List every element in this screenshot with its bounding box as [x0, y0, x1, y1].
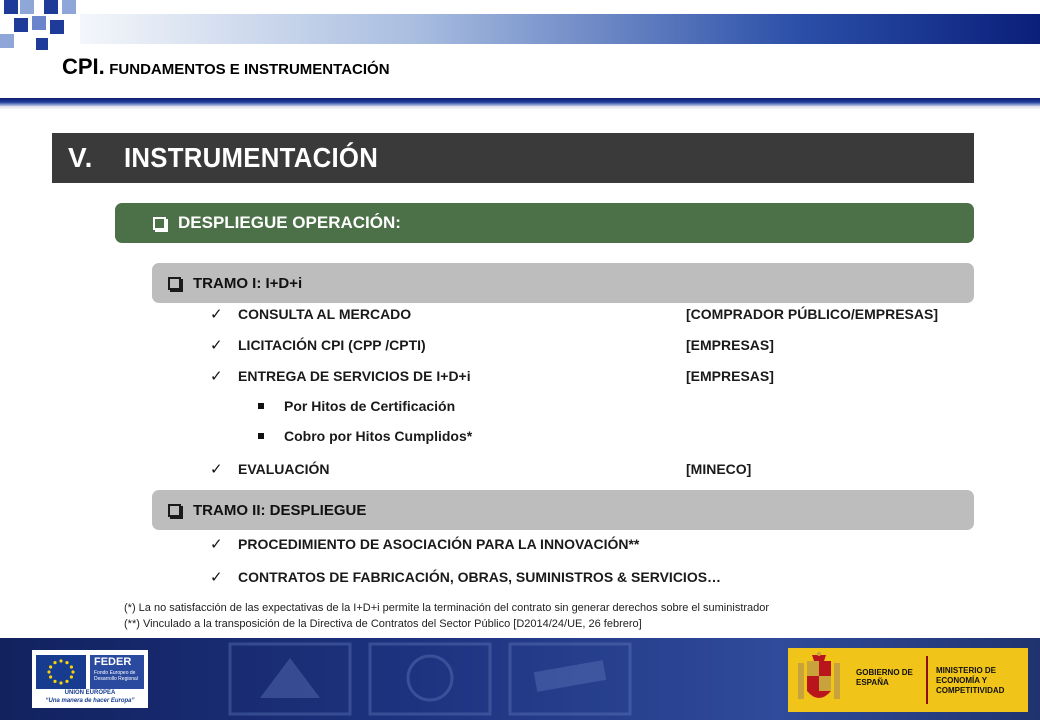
feder-eu-logo: [32, 650, 148, 708]
check-icon: ✓: [210, 368, 223, 385]
check-icon: ✓: [210, 337, 223, 354]
corner-logo-squares: [0, 0, 80, 60]
eu-motto: “Una manera de hacer Europa”: [45, 698, 135, 704]
header-gradient-band: [80, 14, 1040, 44]
list-item: [210, 460, 330, 478]
header-title-sub: FUNDAMENTOS E INSTRUMENTACIÓN: [109, 61, 390, 78]
list-item: [210, 305, 411, 323]
footnote: (*) La no satisfacción de las expectativas de la I+D+i permite la terminación del contrato sin generar derechos sobre el suministrador: [124, 602, 770, 614]
footer-watermark-emblem: [200, 638, 680, 720]
tramo-1-label: TRAMO I: I+D+i: [193, 274, 303, 292]
spain-coat-of-arms-icon: [794, 651, 844, 709]
sub-item-text: Cobro por Hitos Cumplidos*: [284, 428, 473, 444]
list-item: [210, 535, 639, 553]
check-icon: ✓: [210, 569, 223, 586]
item-role: [EMPRESAS]: [686, 337, 774, 353]
hollow-square-bullet-icon: [168, 504, 181, 517]
sub-list-item: [258, 428, 472, 444]
sub-item-text: Por Hitos de Certificación: [284, 398, 456, 414]
item-text: CONSULTA AL MERCADO: [238, 306, 412, 322]
tramo-2-label: TRAMO II: DESPLIEGUE: [193, 501, 367, 519]
list-item: [210, 367, 471, 385]
hollow-square-bullet-icon: [168, 277, 181, 290]
item-role: [COMPRADOR PÚBLICO/EMPRESAS]: [686, 306, 939, 322]
header-title: [62, 54, 390, 80]
ministry-label: MINISTERIO DE ECONOMÍA Y COMPETITIVIDAD: [936, 666, 1005, 695]
footnote: (**) Vinculado a la transposición de la Directiva de Contratos del Sector Público [D2014/24/UE, 26 febrero]: [124, 618, 642, 630]
check-icon: ✓: [210, 306, 223, 323]
section-banner: [52, 133, 974, 183]
item-text: ENTREGA DE SERVICIOS DE I+D+i: [238, 368, 471, 384]
item-text: PROCEDIMIENTO DE ASOCIACIÓN PARA LA INNOVACIÓN**: [238, 536, 640, 552]
header-divider-shadow: [0, 106, 1040, 110]
feder-panel: [90, 655, 144, 689]
hollow-square-bullet-icon: [153, 217, 166, 230]
spanish-government-logo: [788, 648, 1028, 712]
deployment-bar: [115, 203, 974, 243]
feder-title: FEDER: [94, 656, 132, 668]
list-item: [210, 336, 426, 354]
gov-label: GOBIERNO DE ESPAÑA: [856, 668, 913, 687]
item-role: [EMPRESAS]: [686, 368, 774, 384]
gov-separator: [926, 656, 928, 704]
list-item: [210, 568, 721, 586]
tramo-1-bar: [152, 263, 974, 303]
item-text: EVALUACIÓN: [238, 461, 330, 477]
header-title-main: CPI.: [62, 54, 105, 79]
feder-subtitle: Fondo Europeo de Desarrollo Regional: [94, 670, 138, 682]
section-number: V.: [68, 142, 93, 173]
item-role: [MINECO]: [686, 461, 752, 477]
check-icon: ✓: [210, 461, 223, 478]
header-divider: [0, 98, 1040, 106]
eu-flag-icon: [36, 655, 86, 689]
tramo-2-bar: [152, 490, 974, 530]
check-icon: ✓: [210, 536, 223, 553]
deployment-label: DESPLIEGUE OPERACIÓN:: [178, 213, 401, 232]
sub-list-item: [258, 398, 455, 414]
eu-label: UNIÓN EUROPEA: [64, 690, 116, 696]
section-title: INSTRUMENTACIÓN: [124, 142, 379, 173]
item-text: CONTRATOS DE FABRICACIÓN, OBRAS, SUMINISTROS & SERVICIOS…: [238, 569, 722, 585]
square-bullet-icon: [258, 403, 264, 409]
square-bullet-icon: [258, 433, 264, 439]
item-text: LICITACIÓN CPI (CPP /CPTI): [238, 337, 426, 353]
